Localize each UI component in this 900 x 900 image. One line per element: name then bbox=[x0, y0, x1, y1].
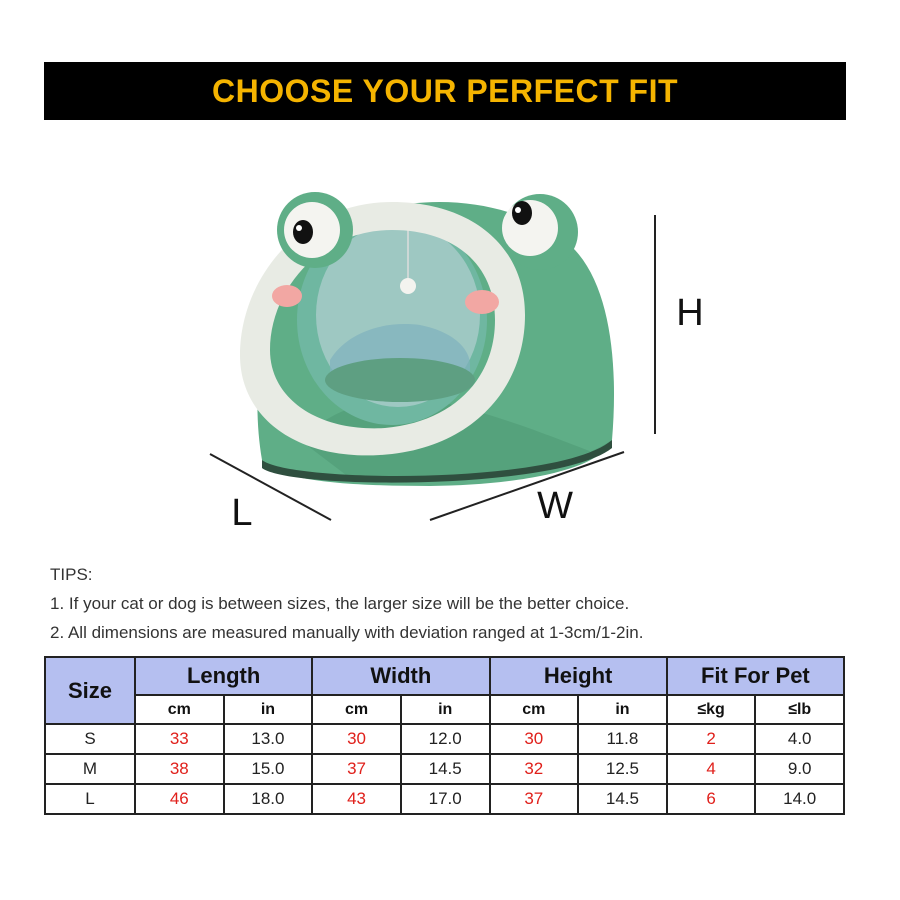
title-banner bbox=[44, 62, 846, 120]
weight-lb-cell: 4.0 bbox=[755, 724, 844, 754]
table-row bbox=[45, 724, 844, 754]
tip-line: 1. If your cat or dog is between sizes, the larger size will be the better choice. bbox=[50, 594, 630, 613]
size-cell: S bbox=[45, 724, 135, 754]
height-cm-cell: 30 bbox=[490, 724, 579, 754]
height-cm-cell: 37 bbox=[490, 784, 579, 814]
length-in-cell: 18.0 bbox=[224, 784, 313, 814]
length-cm-cell: 38 bbox=[135, 754, 224, 784]
tips-heading: TIPS: bbox=[50, 565, 93, 584]
table-row bbox=[45, 784, 844, 814]
width-in-cell: 12.0 bbox=[401, 724, 490, 754]
fit-for-pet-header: Fit For Pet bbox=[667, 657, 844, 695]
unit-header: cm bbox=[312, 695, 401, 724]
weight-kg-cell: 2 bbox=[667, 724, 756, 754]
size-header: Size bbox=[45, 657, 135, 724]
unit-header: in bbox=[401, 695, 490, 724]
length-cm-cell: 33 bbox=[135, 724, 224, 754]
unit-header: in bbox=[578, 695, 667, 724]
frog-pet-bed-illustration bbox=[0, 140, 900, 540]
width-in-cell: 14.5 bbox=[401, 754, 490, 784]
width-in-cell: 17.0 bbox=[401, 784, 490, 814]
length-in-cell: 13.0 bbox=[224, 724, 313, 754]
page-title: CHOOSE YOUR PERFECT FIT bbox=[211, 72, 679, 109]
width-header: Width bbox=[312, 657, 489, 695]
tip-line: 2. All dimensions are measured manually with deviation ranged at 1-3cm/1-2in. bbox=[50, 623, 644, 642]
unit-header: cm bbox=[135, 695, 224, 724]
right-cheek bbox=[465, 290, 499, 314]
left-cheek bbox=[272, 285, 302, 307]
height-in-cell: 11.8 bbox=[578, 724, 667, 754]
width-cm-cell: 37 bbox=[312, 754, 401, 784]
weight-lb-cell: 14.0 bbox=[755, 784, 844, 814]
height-in-cell: 14.5 bbox=[578, 784, 667, 814]
pet-bed bbox=[240, 192, 614, 486]
length-in-cell: 15.0 bbox=[224, 754, 313, 784]
size-cell: L bbox=[45, 784, 135, 814]
weight-lb-cell: 9.0 bbox=[755, 754, 844, 784]
weight-kg-cell: 4 bbox=[667, 754, 756, 784]
tips-section bbox=[50, 560, 643, 647]
height-label: H bbox=[676, 292, 704, 334]
unit-header: cm bbox=[490, 695, 579, 724]
length-header: Length bbox=[135, 657, 312, 695]
height-header: Height bbox=[490, 657, 667, 695]
weight-kg-cell: 6 bbox=[667, 784, 756, 814]
length-label: L bbox=[231, 492, 253, 534]
width-label: W bbox=[537, 485, 573, 527]
length-cm-cell: 46 bbox=[135, 784, 224, 814]
size-cell: M bbox=[45, 754, 135, 784]
width-cm-cell: 30 bbox=[312, 724, 401, 754]
table-row bbox=[45, 754, 844, 784]
size-chart-table bbox=[44, 656, 845, 815]
unit-header: in bbox=[224, 695, 313, 724]
unit-header: ≤lb bbox=[755, 695, 844, 724]
unit-header: ≤kg bbox=[667, 695, 756, 724]
width-cm-cell: 43 bbox=[312, 784, 401, 814]
height-cm-cell: 32 bbox=[490, 754, 579, 784]
height-in-cell: 12.5 bbox=[578, 754, 667, 784]
